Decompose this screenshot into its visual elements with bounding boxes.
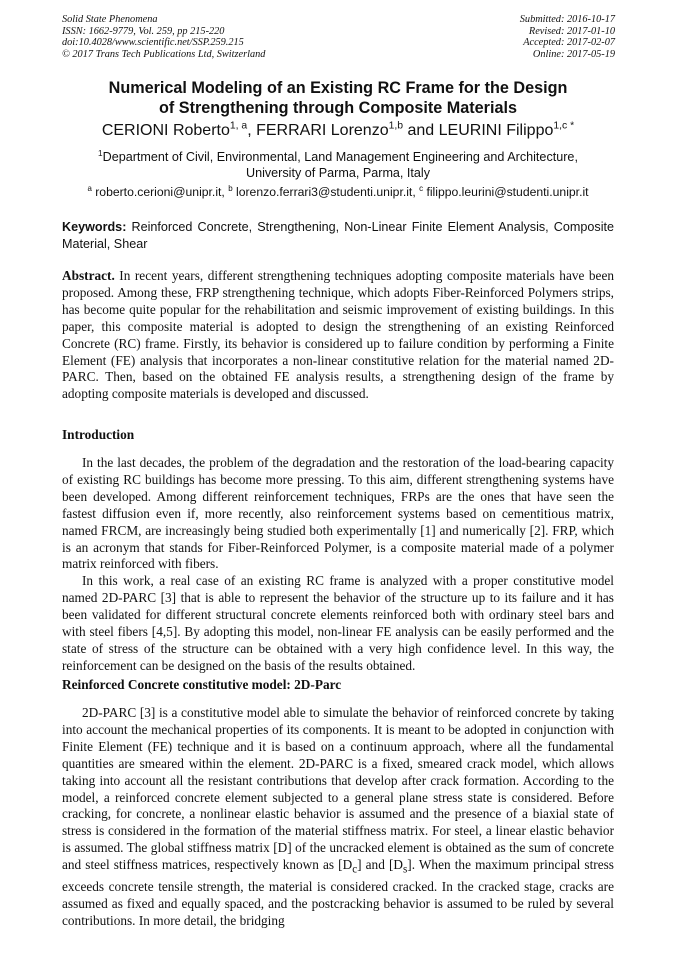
keywords-label: Keywords: bbox=[62, 220, 127, 234]
section-heading-2d-parc: Reinforced Concrete constitutive model: 2D-Parc bbox=[62, 677, 342, 692]
dates-info bbox=[520, 14, 615, 60]
author-sup: 1,b bbox=[388, 120, 404, 132]
keywords bbox=[62, 219, 614, 253]
section-heading-introduction: Introduction bbox=[62, 427, 135, 442]
doi: doi:10.4028/www.scientific.net/SSP.259.215 bbox=[62, 37, 244, 49]
email-link[interactable]: lorenzo.ferrari3@studenti.unipr.it, bbox=[236, 185, 420, 199]
paper-title bbox=[62, 78, 614, 118]
title-line: of Strengthening through Composite Materials bbox=[159, 99, 517, 117]
emails bbox=[62, 185, 614, 199]
subscript: s bbox=[402, 863, 408, 876]
introduction-body bbox=[62, 455, 614, 675]
abstract-text: In recent years, different strengthening techniques adopting composite materials have been proposed. Among these, FRP strengthening technique, which adopts Fiber-Reinforced Polymers strips, has become quite popular for the rehabilitation and seismic improvement of existing buildings. In this paper, this composite material is adopted to design the strengthening of an existing Reinforced Concrete (RC) frame. Firstly, its behavior is considered up to failure condition by performing a Finite Element (FE) analysis that incorporates a non-linear constitutive relation for the material named 2D-PARC. Then, based on the obtained FE analysis results, a strengthening design of the frame by adopting composite materials is developed and discussed. bbox=[62, 268, 614, 402]
journal-name: Solid State Phenomena bbox=[62, 14, 158, 25]
affil-line: University of Parma, Parma, Italy bbox=[245, 165, 431, 180]
email-link[interactable]: roberto.cerioni@unipr.it, bbox=[95, 185, 229, 199]
paragraph: In this work, a real case of an existing RC frame is analyzed with a proper constitutive model named 2D-PARC [3] that is able to represent the behavior of the structure up to its failure and it has been validated for different structural concrete elements reinforced both with ordinary steel bars and with steel fibers [4,5]. By adopting this model, non-linear FE analysis can be easily performed and the state of stress of the structure can be obtained with a very high confidence level. In this way, the reinforcement can be designed on the basis of the results obtained. bbox=[62, 573, 614, 673]
text: ] and [D bbox=[357, 857, 403, 873]
affil-sup: 1 bbox=[98, 148, 103, 158]
separator: , bbox=[247, 122, 257, 139]
paragraph: In the last decades, the problem of the degradation and the restoration of the load-bearing capacity of existing RC buildings has become more pressing. To this aim, different strengthening systems have been developed. Among different reinforcement techniques, FRPs are the ones that have seen the fastest diffusion even if, more recently, also reinforcement systems based on cementitious matrix, named FRCM, are increasingly being studied both experimentally [1] and numerically [2]. FRP, which is an acronym that stands for Fiber-Reinforced Polymer, is a composite material made of a polymer matrix reinforced with fibers. bbox=[62, 455, 614, 572]
author-name: LEURINI Filippo bbox=[438, 122, 554, 139]
title-line: Numerical Modeling of an Existing RC Frame for the Design bbox=[108, 79, 568, 97]
author-name: CERIONI Roberto bbox=[101, 122, 230, 139]
text: 2D-PARC [3] is a constitutive model able to simulate the behavior of reinforced concrete by taking into account the mechanical properties of its components. It is meant to be adopted in conjunction with Finite Element (FE) technique and it is based on a continuum approach, where all the fundamental quantities are smeared within the element. 2D-PARC is a fixed, smeared crack model, which allows taking into account all the resistant contributions that develop after crack formation. According to the model, a reinforced concrete element subjected to a general plane stress state is considered. Before cracking, for concrete, a nonlinear elastic behavior is assumed and the presence of a biaxial state of stress is considered in the formation of the material stiffness matrix. For steel, a linear elastic behavior is assumed. The global stiffness matrix [D] of the uncracked element is obtained as the sum of concrete and steel stiffness matrices, respectively known as [D bbox=[62, 705, 614, 873]
keywords-text: Reinforced Concrete, Strengthening, Non-Linear Finite Element Analysis, Composite Material, Shear bbox=[62, 220, 614, 251]
affil-line: Department of Civil, Environmental, Land Management Engineering and Architecture, bbox=[102, 150, 578, 164]
section-2d-parc-body bbox=[62, 705, 614, 929]
author-name: FERRARI Lorenzo bbox=[256, 122, 389, 139]
subscript: c bbox=[352, 863, 358, 876]
authors bbox=[62, 122, 614, 140]
email-sup: a bbox=[87, 183, 92, 193]
email-sup: b bbox=[228, 183, 233, 193]
abstract bbox=[62, 268, 614, 403]
affiliation bbox=[62, 150, 614, 181]
text: ]. When the maximum principal stress exceeds concrete tensile strength, the material is considered cracked. In the cracked stage, cracks are assumed as fixed and equally spaced, and the postcracking behavior is assumed to be ruled by several contributions. In more detail, the bridging bbox=[62, 857, 614, 928]
online-date: Online: 2017-05-19 bbox=[532, 48, 615, 60]
separator: and bbox=[403, 122, 439, 139]
author-sup: 1, a bbox=[229, 120, 248, 132]
submitted-date: Submitted: 2016-10-17 bbox=[519, 14, 615, 25]
copyright: © 2017 Trans Tech Publications Ltd, Switzerland bbox=[62, 48, 266, 60]
paragraph bbox=[62, 705, 614, 929]
revised-date: Revised: 2017-01-10 bbox=[528, 25, 615, 37]
journal-info bbox=[62, 14, 265, 60]
accepted-date: Accepted: 2017-02-07 bbox=[523, 37, 615, 49]
email-link[interactable]: filippo.leurini@studenti.unipr.it bbox=[426, 185, 589, 199]
email-sup: c bbox=[419, 183, 424, 193]
abstract-label: Abstract. bbox=[62, 268, 115, 283]
author-sup: 1,c * bbox=[553, 120, 575, 132]
issn: ISSN: 1662-9779, Vol. 259, pp 215-220 bbox=[62, 25, 225, 37]
